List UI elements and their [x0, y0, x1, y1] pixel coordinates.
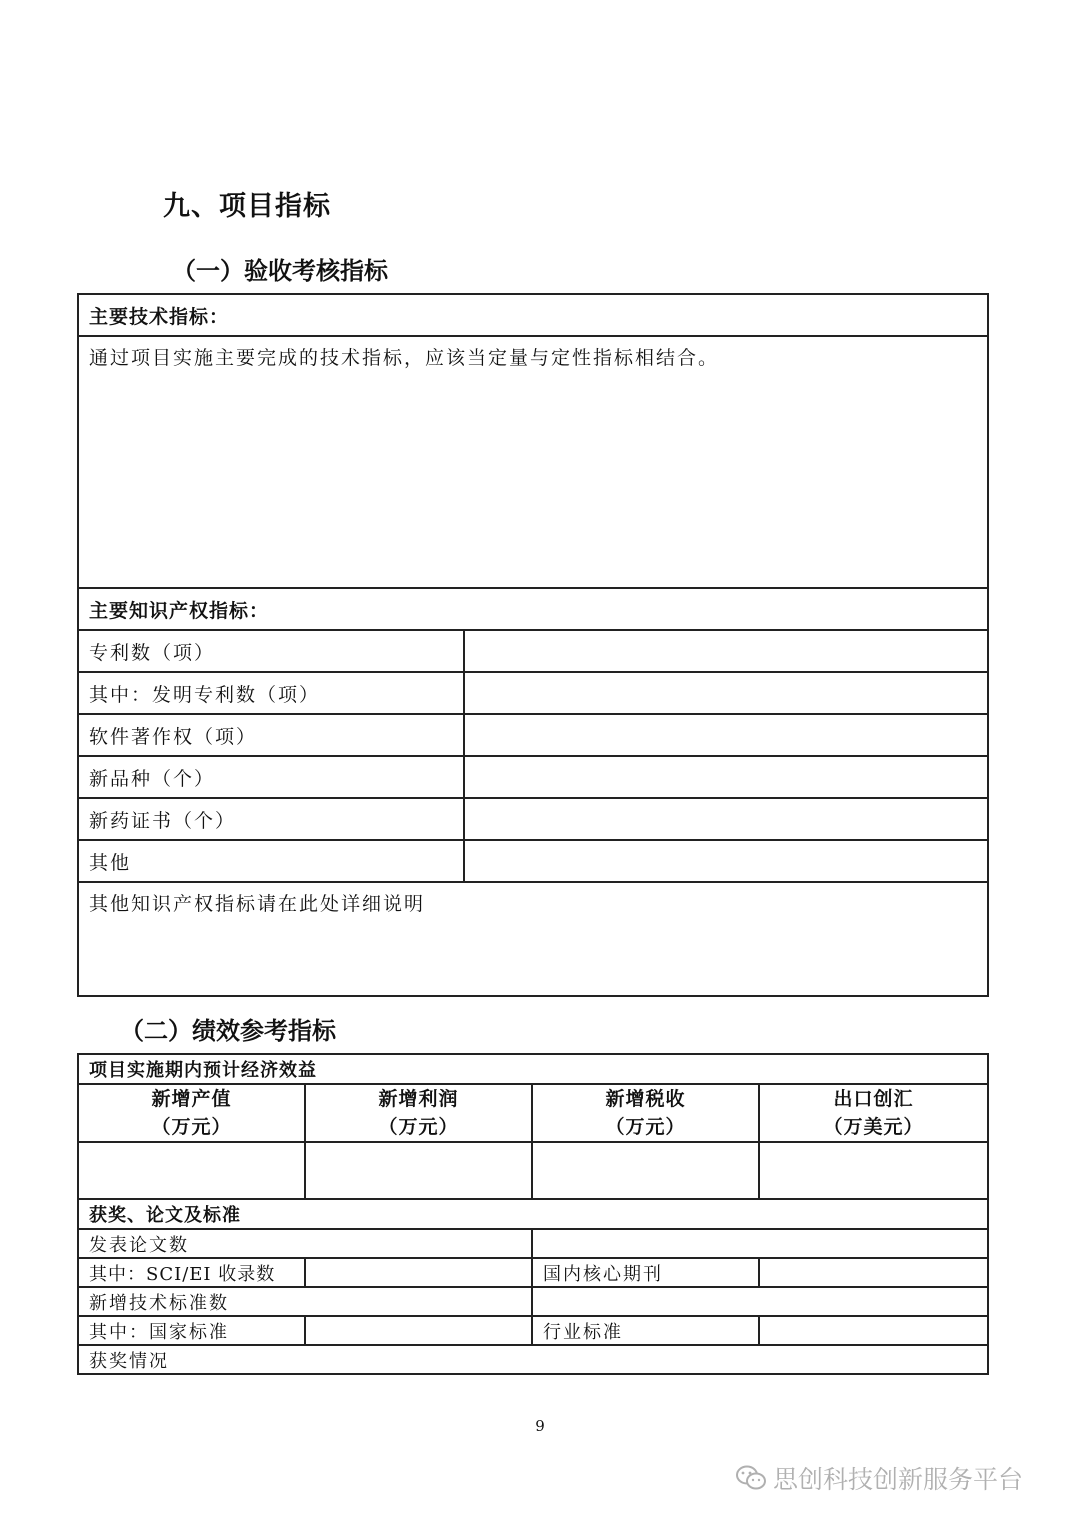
national-standard-value[interactable] [305, 1316, 532, 1345]
ip-note-text: 其他知识产权指标请在此处详细说明 [89, 893, 426, 915]
ip-indicators-label: 主要知识产权指标： [78, 588, 988, 630]
wechat-icon [735, 1464, 767, 1492]
economic-benefit-label: 项目实施期内预计经济效益 [78, 1054, 988, 1084]
awards-papers-label: 获奖、论文及标准 [78, 1199, 988, 1229]
econ-col-header: 新增税收 （万元） [532, 1084, 759, 1142]
ip-row-value[interactable] [464, 798, 988, 840]
new-standards-label: 新增技术标准数 [78, 1287, 532, 1316]
watermark-text: 思创科技创新服务平台 [773, 1465, 1024, 1494]
ip-row-label: 其他 [78, 840, 464, 882]
ip-row-label: 专利数（项） [78, 630, 464, 672]
papers-value[interactable] [532, 1229, 988, 1258]
ip-row-value[interactable] [464, 714, 988, 756]
econ-col-header: 新增产值 （万元） [78, 1084, 305, 1142]
econ-value-cell[interactable] [759, 1142, 988, 1199]
econ-col-header: 新增利润 （万元） [305, 1084, 532, 1142]
industry-standard-value[interactable] [759, 1316, 988, 1345]
ip-row-label: 新品种（个） [78, 756, 464, 798]
watermark [735, 1460, 1023, 1496]
section-title-performance: （二）绩效参考指标 [120, 1017, 336, 1045]
ip-row-value[interactable] [464, 840, 988, 882]
ip-note-field[interactable] [78, 882, 988, 996]
tech-indicators-field[interactable] [78, 336, 988, 588]
section-title-acceptance: （一）验收考核指标 [172, 257, 388, 285]
domestic-core-value[interactable] [759, 1258, 988, 1287]
ip-row-label: 其中：发明专利数（项） [78, 672, 464, 714]
ip-row-value[interactable] [464, 672, 988, 714]
domestic-core-label: 国内核心期刊 [532, 1258, 759, 1287]
new-standards-value[interactable] [532, 1287, 988, 1316]
industry-standard-label: 行业标准 [532, 1316, 759, 1345]
acceptance-table [77, 293, 989, 997]
econ-value-cell[interactable] [532, 1142, 759, 1199]
page-number: 9 [535, 1417, 545, 1435]
econ-col-header: 出口创汇 （万美元） [759, 1084, 988, 1142]
tech-indicators-desc: 通过项目实施主要完成的技术指标，应该当定量与定性指标相结合。 [89, 347, 720, 369]
page-heading: 九、项目指标 [163, 191, 331, 222]
econ-value-cell[interactable] [305, 1142, 532, 1199]
tech-indicators-label: 主要技术指标： [78, 294, 988, 336]
econ-value-cell[interactable] [78, 1142, 305, 1199]
papers-label: 发表论文数 [78, 1229, 532, 1258]
national-standard-label: 其中：国家标准 [78, 1316, 305, 1345]
ip-row-label: 新药证书（个） [78, 798, 464, 840]
sci-ei-value[interactable] [305, 1258, 532, 1287]
ip-row-value[interactable] [464, 630, 988, 672]
ip-row-label: 软件著作权（项） [78, 714, 464, 756]
sci-ei-label: 其中：SCI/EI 收录数 [78, 1258, 305, 1287]
performance-table [77, 1053, 989, 1375]
ip-row-value[interactable] [464, 756, 988, 798]
awards-label[interactable]: 获奖情况 [78, 1345, 988, 1374]
